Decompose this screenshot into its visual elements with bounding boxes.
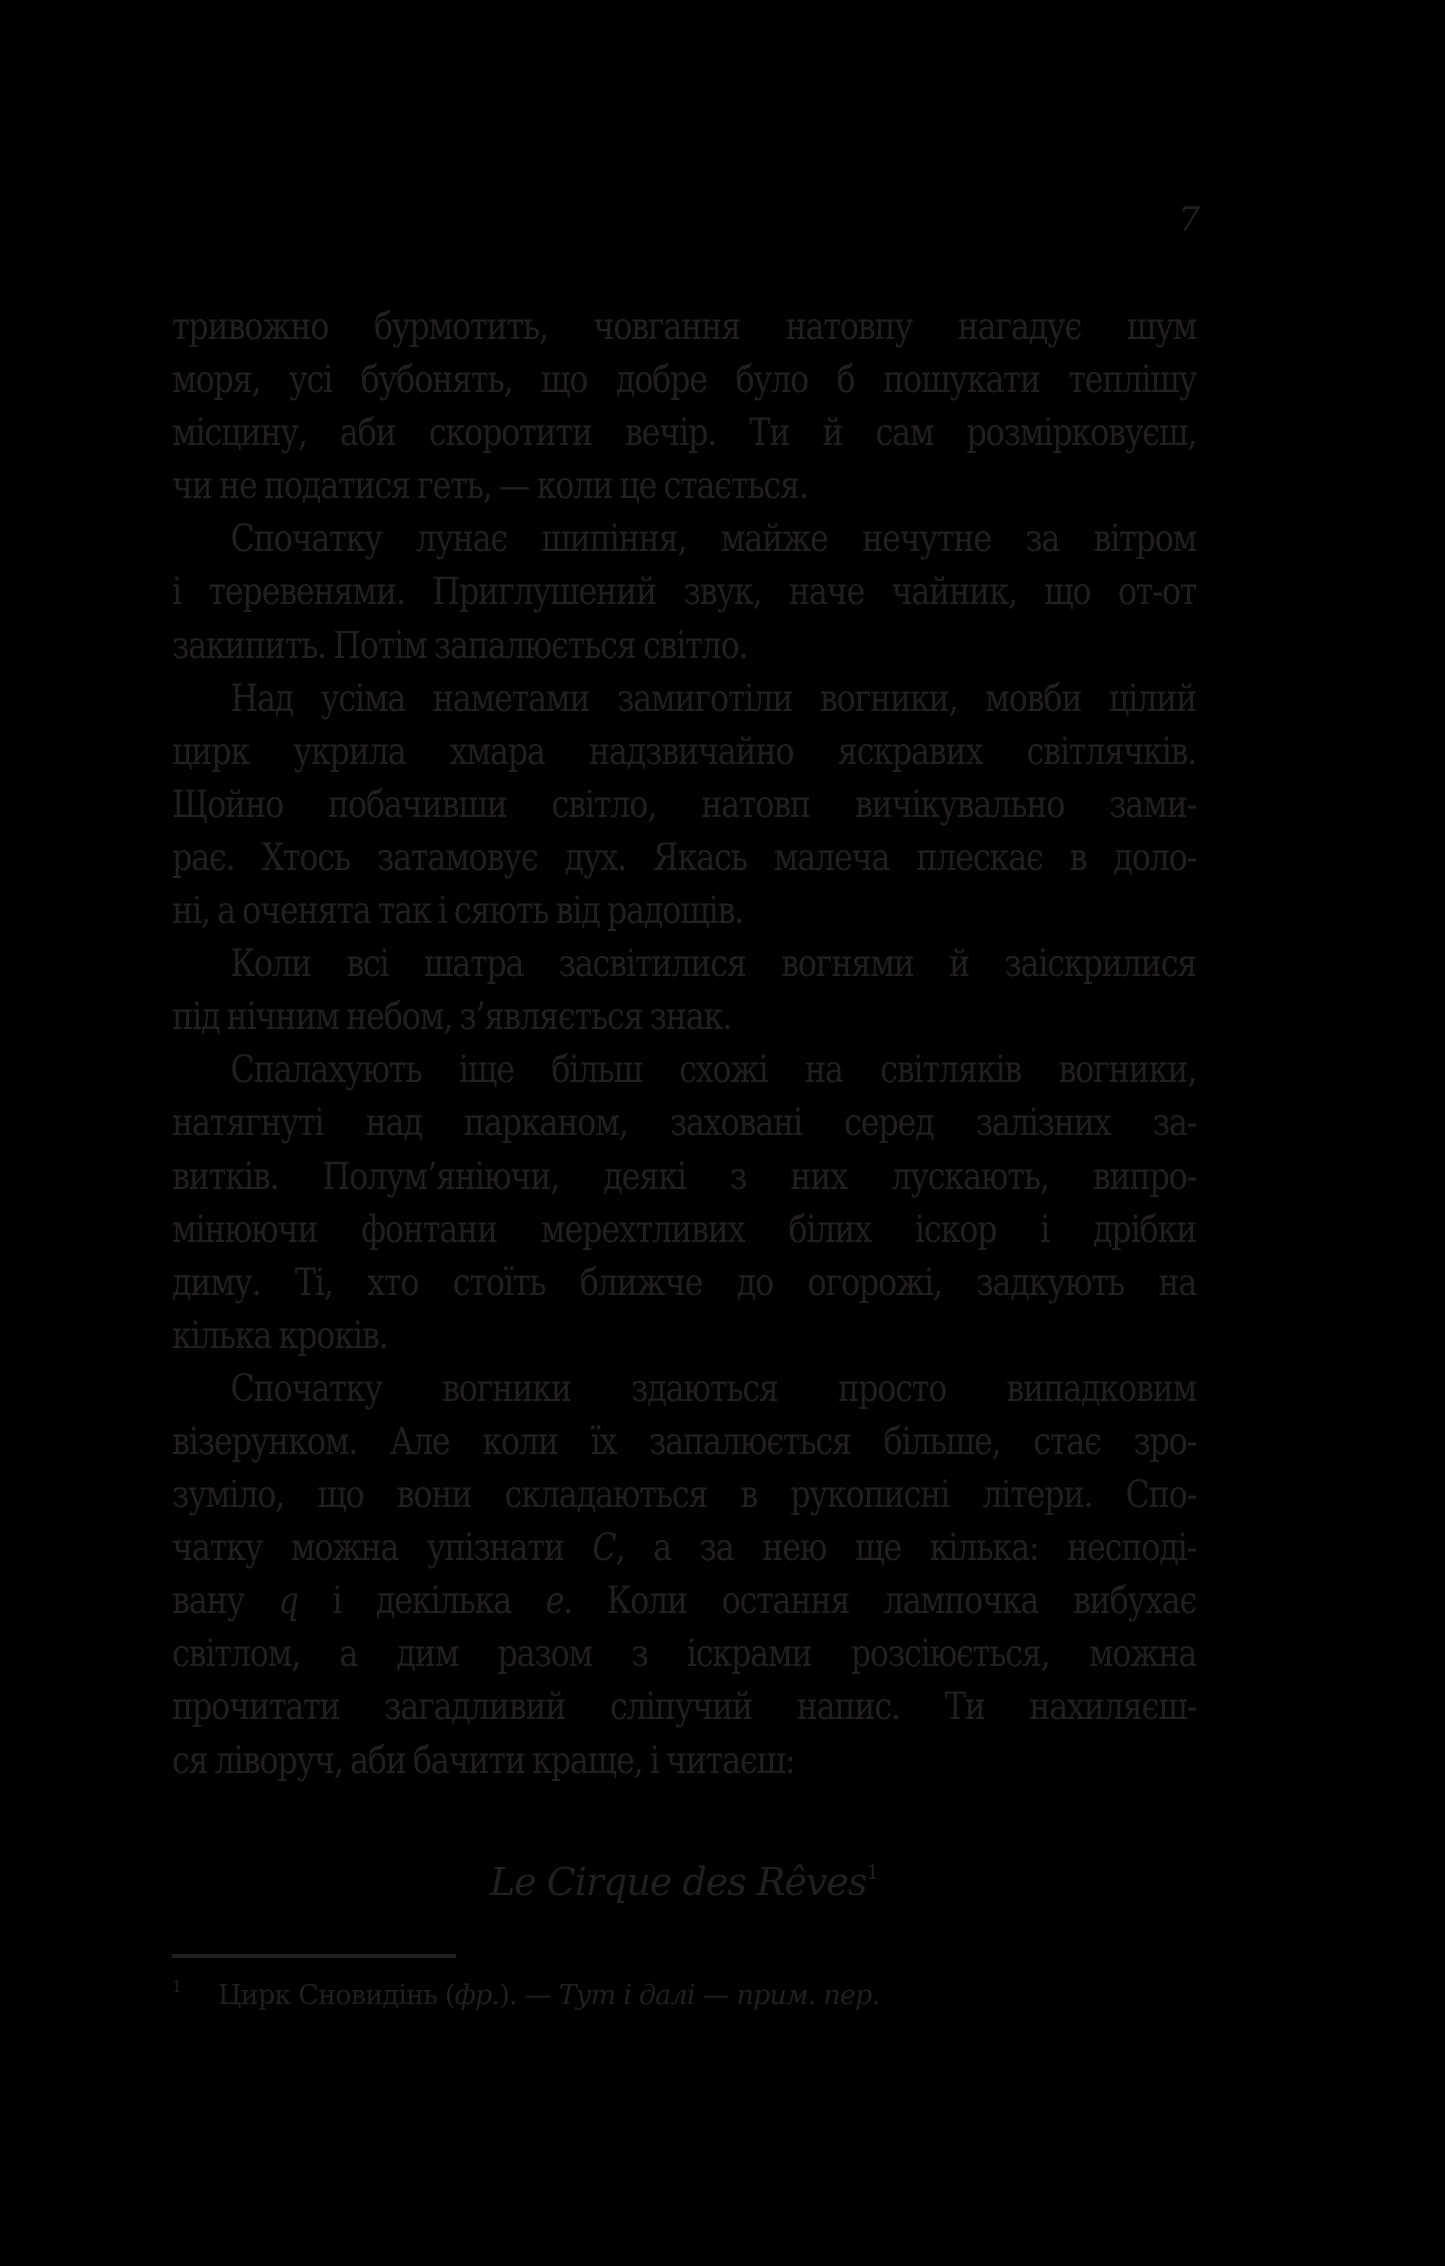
text-line: під нічним небом, з’являється знак. — [172, 995, 732, 1039]
footnote-text-part: Цирк Сновидінь ( — [218, 1980, 455, 2011]
footnote-divider — [172, 1954, 456, 1958]
footnote-text-italic: фр. — [454, 1980, 500, 2011]
text-line: і теревенями. Приглушений звук, наче чайник, що от-от — [172, 570, 1197, 614]
text-line: ні, а оченята так і сяють від радощів. — [172, 889, 744, 933]
text-line: закипить. Потім запалюється світло. — [172, 623, 748, 667]
text-line: витків. Полум’яніючи, деякі з них лускають, випро- — [172, 1154, 1197, 1198]
footnote-text-italic: прим. пер. — [736, 1980, 880, 2011]
text-line: візерунком. Але коли їх запалюється більше, стає зро- — [172, 1419, 1197, 1463]
text-line: місцину, аби скоротити вечір. Ти й сам розмірковуєш, — [172, 411, 1197, 455]
text-line: світлом, а дим разом з іскрами розсіюється, можна — [172, 1632, 1197, 1676]
page-number: 7 — [1178, 200, 1200, 240]
body-text — [172, 300, 1196, 1787]
text-line: Коли всі шатра засвітилися вогнями й заіскрилися — [230, 942, 1197, 986]
text-line: рає. Хтось затамовує дух. Якась малеча плескає в доло- — [172, 835, 1197, 879]
text-line: моря, усі бубонять, що добре було б пошукати теплішу — [172, 358, 1197, 402]
text-line: Спалахують іще більш схожі на світляків вогники, — [230, 1048, 1197, 1092]
text-line: диму. Ті, хто стоїть ближче до огорожі, задкують на — [172, 1260, 1197, 1304]
footnote-text-part: — — [694, 1980, 737, 2011]
text-line: чи не податися геть, — коли це стається. — [172, 464, 808, 508]
footnote-reference[interactable]: 1 — [866, 1860, 879, 1884]
text-line: мінюючи фонтани мерехтливих білих іскор і дрібки — [172, 1207, 1197, 1251]
text-line: кілька кроків. — [172, 1313, 388, 1357]
footnote-text-part: ). — — [499, 1980, 559, 2011]
text-line: зуміло, що вони складаються в рукописні літери. Спо- — [172, 1473, 1197, 1517]
text-line: вану q і декілька e. Коли остання лампочка вибухає — [172, 1579, 1197, 1623]
footnote: 1 Цирк Сновидінь (фр.). — Тут і далі — прим. пер. — [172, 1976, 1196, 2016]
text-line: цирк укрила хмара надзвичайно яскравих світлячків. — [172, 729, 1197, 773]
text-line: тривожно бурмотить, човгання натовпу нагадує шум — [172, 305, 1197, 348]
text-line: Спочатку вогники здаються просто випадковим — [230, 1366, 1197, 1410]
sign-title — [172, 1856, 1196, 1909]
footnote-text-italic: Тут і далі — [558, 1980, 695, 2011]
text-line: прочитати загадливий сліпучий напис. Ти нахиляєш- — [172, 1685, 1197, 1729]
text-line: натягнуті над парканом, заховані серед залізних за- — [172, 1101, 1197, 1145]
text-line: Щойно побачивши світло, натовп вичікувально зами- — [172, 782, 1197, 826]
sign-title-text: Le Cirque des Rêves — [489, 1860, 867, 1904]
footnote-text — [218, 1976, 879, 2016]
text-line: Над усіма наметами замиготіли вогники, мовби цілий — [230, 676, 1197, 720]
text-line: Спочатку лунає шипіння, майже нечутне за вітром — [230, 517, 1197, 561]
text-line: ся ліворуч, аби бачити краще, і читаєш: — [172, 1738, 795, 1782]
text-line: чатку можна упізнати C, а за нею ще кілька: несподі- — [172, 1526, 1197, 1570]
